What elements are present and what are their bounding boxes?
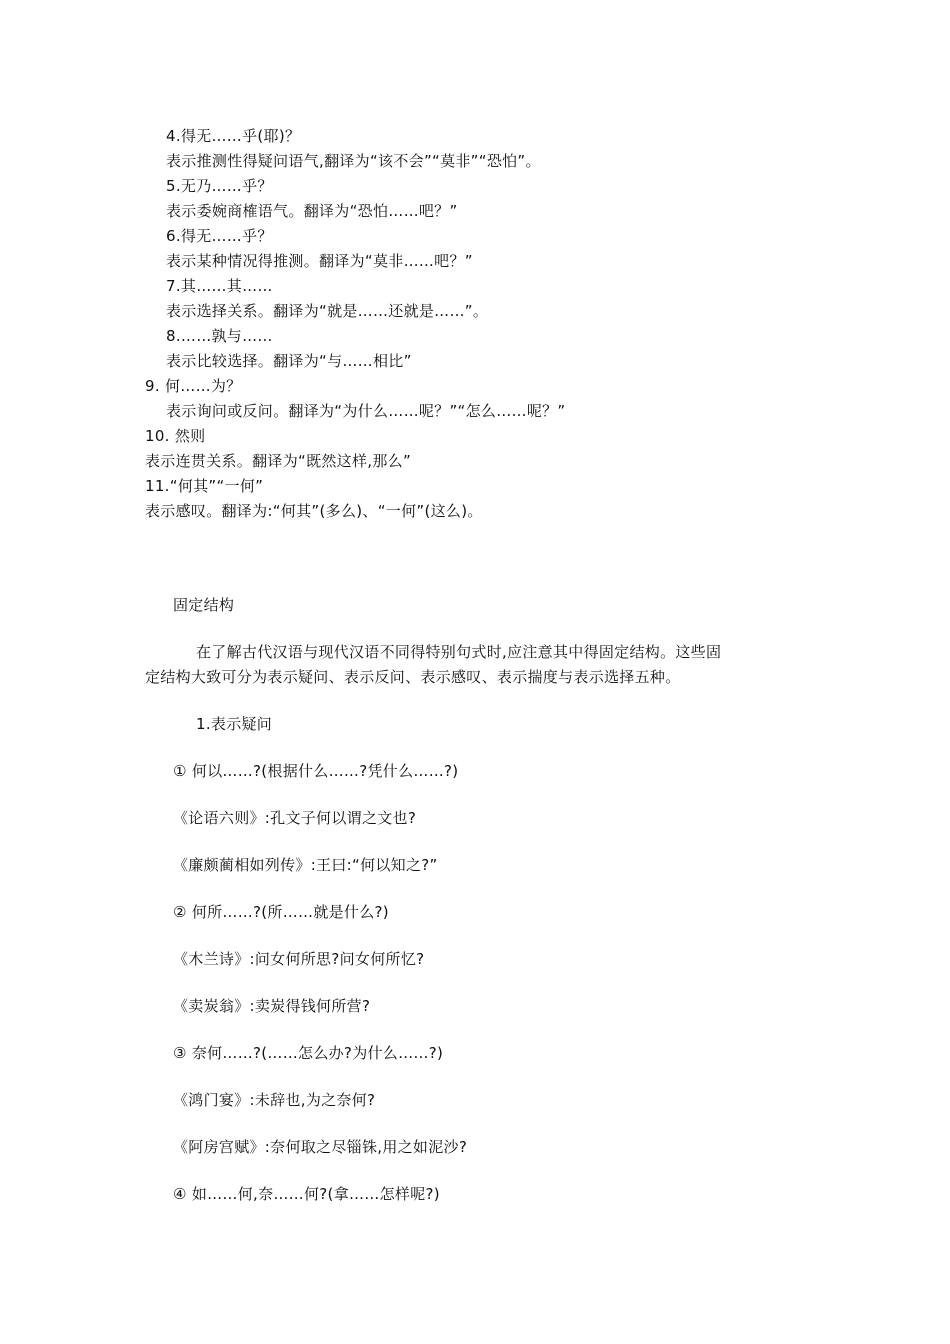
list-item-11-title: 11.“何其”“一何” (145, 477, 264, 495)
entry-example: 《廉颇蔺相如列传》:王曰:“何以知之?” (173, 856, 438, 874)
list-item-11-desc: 表示感叹。翻译为:“何其”(多么)、“一何”(这么)。 (145, 502, 483, 520)
list-item-7-title: 7.其……其…… (166, 277, 273, 295)
entry-ruhe: ④ 如……何,奈……何?(拿……怎样呢?) (173, 1185, 440, 1203)
entry-example: 《论语六则》:孔文子何以谓之文也? (173, 809, 417, 827)
intro-paragraph-line-1: 在了解古代汉语与现代汉语不同得特别句式时,应注意其中得固定结构。这些固 (196, 643, 722, 661)
list-item-4-desc: 表示推测性得疑问语气,翻译为“该不会”“莫非”“恐怕”。 (166, 152, 541, 170)
entry-naihe: ③ 奈何……?(……怎么办?为什么……?) (173, 1044, 444, 1062)
list-item-10-desc: 表示连贯关系。翻译为“既然这样,那么” (145, 452, 412, 470)
entry-heyi: ① 何以……?(根据什么……?凭什么……?) (173, 762, 459, 780)
list-item-4-title: 4.得无……乎(耶)？ (166, 127, 301, 145)
list-item-6-title: 6.得无……乎？ (166, 227, 273, 245)
intro-paragraph-line-2: 定结构大致可分为表示疑问、表示反问、表示感叹、表示揣度与表示选择五种。 (145, 668, 681, 686)
subheading-question: 1.表示疑问 (196, 715, 273, 733)
entry-example: 《卖炭翁》:卖炭得钱何所营? (173, 997, 371, 1015)
entry-hesuo: ② 何所……?(所……就是什么?) (173, 903, 389, 921)
list-item-5-title: 5.无乃……乎？ (166, 177, 273, 195)
list-item-9-title: 9. 何……为？ (145, 377, 242, 395)
list-item-8-desc: 表示比较选择。翻译为“与……相比” (166, 352, 412, 370)
list-item-6-desc: 表示某种情况得推测。翻译为“莫非……吧？” (166, 252, 473, 270)
list-item-10-title: 10. 然则 (145, 427, 206, 445)
list-item-5-desc: 表示委婉商榷语气。翻译为“恐怕……吧？” (166, 202, 458, 220)
entry-example: 《鸿门宴》:未辞也,为之奈何? (173, 1091, 376, 1109)
list-item-8-title: 8.……孰与…… (166, 327, 273, 345)
entry-example: 《阿房宫赋》:奈何取之尽锱铢,用之如泥沙? (173, 1138, 468, 1156)
list-item-7-desc: 表示选择关系。翻译为“就是……还就是……”。 (166, 302, 489, 320)
entry-example: 《木兰诗》:问女何所思?问女何所忆? (173, 950, 425, 968)
list-item-9-desc: 表示询问或反问。翻译为“为什么……呢？”“怎么……呢？” (166, 402, 566, 420)
section-heading: 固定结构 (173, 596, 235, 614)
